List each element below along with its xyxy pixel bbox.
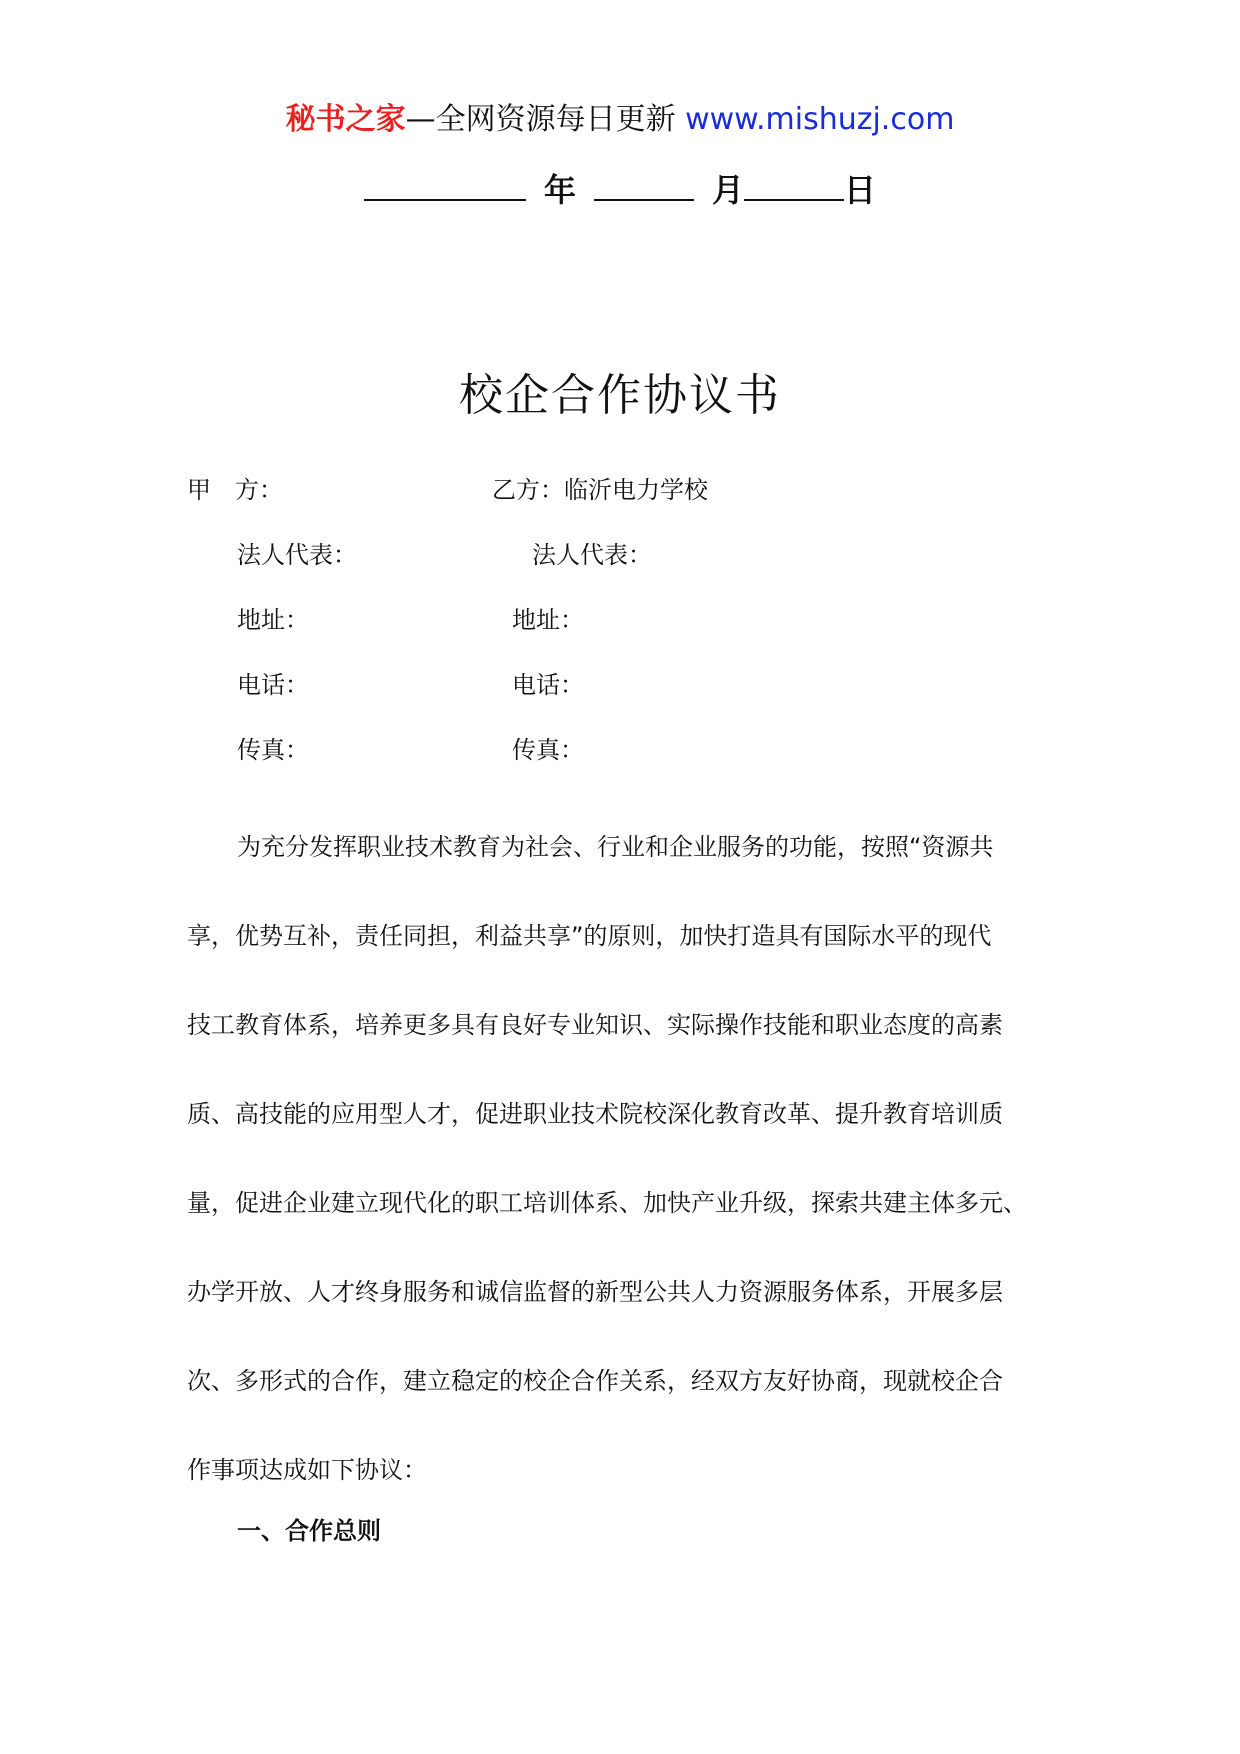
party-b-phone-label: 电话： (512, 671, 584, 699)
party-b-legal-rep-label: 法人代表： (532, 541, 652, 569)
year-label: 年 (543, 171, 576, 209)
site-url-link[interactable]: www.mishuzj.com (675, 102, 955, 137)
party-b-fax-label: 传真： (512, 736, 584, 764)
preamble-line: 为充分发挥职业技术教育为社会、行业和企业服务的功能，按照“资源共 (237, 833, 994, 861)
party-b-address-label: 地址： (512, 606, 584, 634)
site-brand: 秘书之家 (285, 102, 406, 137)
preamble-line: 次、多形式的合作，建立稳定的校企合作关系，经双方友好协商，现就校企合 (187, 1367, 1003, 1395)
party-a-fax-label: 传真： (237, 736, 309, 764)
year-blank (364, 169, 526, 201)
document-title: 校企合作协议书 (459, 370, 781, 421)
party-a-name-label: 甲 方： (187, 476, 283, 504)
party-a-legal-rep-label: 法人代表： (237, 541, 357, 569)
party-b-name-label: 乙方：临沂电力学校 (492, 476, 708, 504)
preamble-line: 享，优势互补，责任同担，利益共享”的原则，加快打造具有国际水平的现代 (187, 922, 992, 950)
month-blank (594, 169, 694, 201)
site-header (0, 100, 1240, 140)
date-line (0, 168, 1240, 212)
preamble-line: 作事项达成如下协议： (187, 1456, 427, 1484)
day-blank (744, 169, 844, 201)
site-tagline: —全网资源每日更新 (405, 102, 676, 137)
day-label: 日 (844, 171, 877, 209)
party-a-phone-label: 电话： (237, 671, 309, 699)
preamble-line: 技工教育体系，培养更多具有良好专业知识、实际操作技能和职业态度的高素 (187, 1011, 1003, 1039)
preamble-line: 量，促进企业建立现代化的职工培训体系、加快产业升级，探索共建主体多元、 (187, 1189, 1027, 1217)
preamble-line: 办学开放、人才终身服务和诚信监督的新型公共人力资源服务体系，开展多层 (187, 1278, 1003, 1306)
month-label: 月 (711, 171, 744, 209)
preamble-line: 质、高技能的应用型人才，促进职业技术院校深化教育改革、提升教育培训质 (187, 1100, 1003, 1128)
section-heading: 一、合作总则 (237, 1517, 381, 1545)
party-a-address-label: 地址： (237, 606, 309, 634)
